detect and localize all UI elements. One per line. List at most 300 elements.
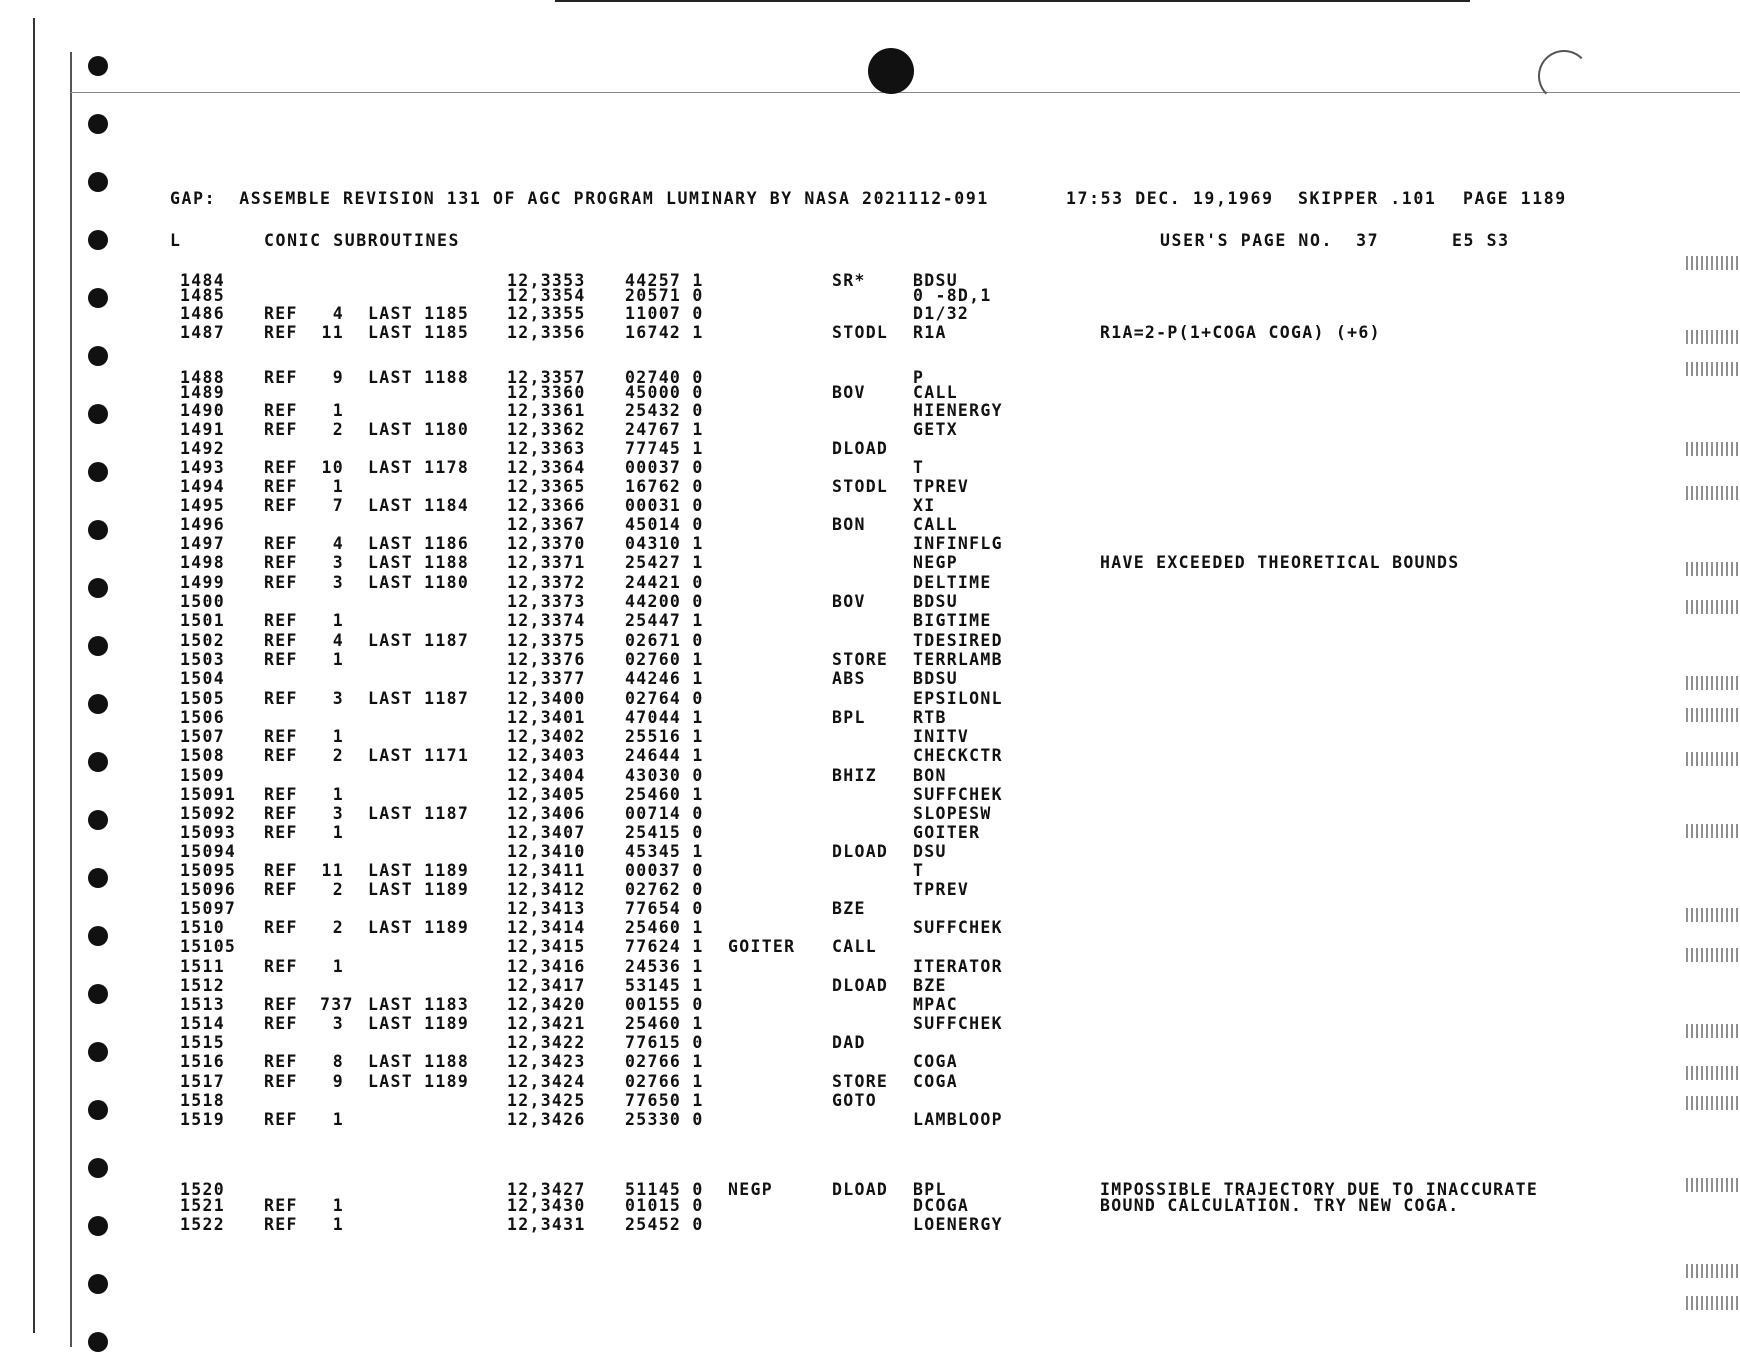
cell-arg: BDSU [913, 592, 958, 611]
cell-cnt: 7 [332, 496, 344, 515]
cell-op: BZE [832, 899, 866, 918]
cell-cmt: IMPOSSIBLE TRAJECTORY DUE TO INACCURATE [1100, 1180, 1539, 1199]
cell-addr: 12,3415 [507, 937, 586, 956]
cell-last: LAST 1188 [368, 368, 470, 387]
cell-ln: 1498 [180, 553, 225, 572]
cell-oct: 02766 1 [625, 1072, 704, 1091]
cell-op: STORE [832, 650, 889, 669]
cell-addr: 12,3366 [507, 496, 586, 515]
section-title: CONIC SUBROUTINES [264, 231, 461, 250]
cell-arg: BZE [913, 976, 947, 995]
cell-cnt: 1 [332, 401, 344, 420]
listing-row [0, 421, 1740, 440]
listing-row [0, 1111, 1740, 1130]
cell-addr: 12,3372 [507, 573, 586, 592]
cell-addr: 12,3407 [507, 823, 586, 842]
cell-op: STODL [832, 477, 889, 496]
cell-oct: 00037 0 [625, 458, 704, 477]
cell-ln: 1520 [180, 1180, 225, 1199]
cell-ref: REF [264, 1215, 298, 1234]
cell-addr: 12,3402 [507, 727, 586, 746]
cell-arg: BDSU [913, 669, 958, 688]
cell-addr: 12,3412 [507, 880, 586, 899]
cell-addr: 12,3425 [507, 1091, 586, 1110]
listing-row [0, 958, 1740, 977]
cell-addr: 12,3360 [507, 383, 586, 402]
cell-cnt: 2 [332, 420, 344, 439]
cell-addr: 12,3426 [507, 1110, 586, 1129]
cell-ln: 1515 [180, 1033, 225, 1052]
cell-addr: 12,3361 [507, 401, 586, 420]
cell-ln: 1511 [180, 957, 225, 976]
cell-ln: 1516 [180, 1052, 225, 1071]
cell-addr: 12,3405 [507, 785, 586, 804]
cell-last: LAST 1178 [368, 458, 470, 477]
listing-row [0, 287, 1740, 306]
cell-ln: 1490 [180, 401, 225, 420]
cell-oct: 02740 0 [625, 368, 704, 387]
users-page-number: USER'S PAGE NO. 37 [1160, 231, 1380, 250]
cell-addr: 12,3430 [507, 1196, 586, 1215]
cell-cnt: 10 [321, 458, 344, 477]
cell-oct: 11007 0 [625, 304, 704, 323]
cell-last: LAST 1184 [368, 496, 470, 515]
listing-row [0, 1092, 1740, 1111]
feed-hole-icon [88, 172, 108, 192]
listing-user: SKIPPER .101 [1298, 189, 1437, 208]
cell-addr: 12,3423 [507, 1052, 586, 1071]
listing-row [0, 593, 1740, 612]
listing-row [0, 747, 1740, 766]
cell-cnt: 2 [332, 746, 344, 765]
cell-arg: 0 -8D,1 [913, 286, 992, 305]
cell-ref: REF [264, 420, 298, 439]
cell-lbl: GOITER [728, 937, 796, 956]
cell-oct: 25460 1 [625, 785, 704, 804]
cell-addr: 12,3356 [507, 323, 586, 342]
cell-oct: 45014 0 [625, 515, 704, 534]
cell-ref: REF [264, 553, 298, 572]
cell-cnt: 1 [332, 785, 344, 804]
cell-addr: 12,3371 [507, 553, 586, 572]
listing-row [0, 843, 1740, 862]
cell-oct: 02766 1 [625, 1052, 704, 1071]
cell-last: LAST 1180 [368, 573, 470, 592]
log-section-letter: L [170, 231, 182, 250]
cell-oct: 01015 0 [625, 1196, 704, 1215]
cell-ref: REF [264, 1196, 298, 1215]
cell-ln: 1509 [180, 766, 225, 785]
cell-addr: 12,3367 [507, 515, 586, 534]
cell-addr: 12,3365 [507, 477, 586, 496]
cell-arg: T [913, 458, 925, 477]
cell-ref: REF [264, 880, 298, 899]
cell-arg: TPREV [913, 880, 970, 899]
cell-ln: 1491 [180, 420, 225, 439]
listing-row [0, 1034, 1740, 1053]
cell-op: BON [832, 515, 866, 534]
feed-hole-icon [88, 230, 108, 250]
cell-last: LAST 1186 [368, 534, 470, 553]
cell-oct: 77615 0 [625, 1033, 704, 1052]
cell-last: LAST 1188 [368, 553, 470, 572]
cell-ref: REF [264, 995, 298, 1014]
margin-noise [1686, 1296, 1740, 1310]
cell-ln: 15094 [180, 842, 237, 861]
listing-title: GAP: ASSEMBLE REVISION 131 OF AGC PROGRAM LUMINARY BY NASA 2021112-091 [170, 189, 989, 208]
cell-oct: 25460 1 [625, 1014, 704, 1033]
cell-op: BOV [832, 592, 866, 611]
cell-last: LAST 1180 [368, 420, 470, 439]
cell-oct: 00714 0 [625, 804, 704, 823]
listing-row [0, 1015, 1740, 1034]
listing-row [0, 728, 1740, 747]
cell-ref: REF [264, 477, 298, 496]
listing-row [0, 516, 1740, 535]
cell-op: STODL [832, 323, 889, 342]
cell-ln: 1519 [180, 1110, 225, 1129]
cell-ln: 1513 [180, 995, 225, 1014]
cell-arg: COGA [913, 1072, 958, 1091]
cell-addr: 12,3355 [507, 304, 586, 323]
cell-cnt: 8 [332, 1052, 344, 1071]
listing-row [0, 632, 1740, 651]
listing-row [0, 881, 1740, 900]
cell-oct: 00037 0 [625, 861, 704, 880]
feed-hole-icon [88, 1158, 108, 1178]
cell-oct: 77650 1 [625, 1091, 704, 1110]
cell-ln: 1499 [180, 573, 225, 592]
cell-oct: 45345 1 [625, 842, 704, 861]
cell-ln: 1494 [180, 477, 225, 496]
cell-addr: 12,3420 [507, 995, 586, 1014]
listing-row [0, 554, 1740, 573]
cell-arg: LAMBLOOP [913, 1110, 1003, 1129]
cell-cmt: HAVE EXCEEDED THEORETICAL BOUNDS [1100, 553, 1460, 572]
margin-noise [1686, 256, 1740, 270]
cell-ref: REF [264, 534, 298, 553]
listing-row [0, 900, 1740, 919]
cell-oct: 02764 0 [625, 689, 704, 708]
listing-row [0, 919, 1740, 938]
cell-oct: 16742 1 [625, 323, 704, 342]
cell-last: LAST 1189 [368, 1072, 470, 1091]
cell-ref: REF [264, 496, 298, 515]
cell-oct: 20571 0 [625, 286, 704, 305]
cell-ref: REF [264, 861, 298, 880]
cell-last: LAST 1187 [368, 689, 470, 708]
cell-arg: GETX [913, 420, 958, 439]
cell-cnt: 1 [332, 727, 344, 746]
cell-cnt: 1 [332, 1215, 344, 1234]
cell-arg: TDESIRED [913, 631, 1003, 650]
cell-oct: 77624 1 [625, 937, 704, 956]
listing-row [0, 938, 1740, 957]
feed-hole-icon [88, 1332, 108, 1352]
cell-oct: 24644 1 [625, 746, 704, 765]
punch-hole-icon [868, 48, 914, 94]
cell-arg: GOITER [913, 823, 981, 842]
cell-addr: 12,3424 [507, 1072, 586, 1091]
cell-ref: REF [264, 611, 298, 630]
cell-oct: 25415 0 [625, 823, 704, 842]
cell-oct: 25452 0 [625, 1215, 704, 1234]
cell-cnt: 2 [332, 880, 344, 899]
cell-addr: 12,3376 [507, 650, 586, 669]
listing-row [0, 384, 1740, 403]
cell-oct: 24767 1 [625, 420, 704, 439]
cell-oct: 51145 0 [625, 1180, 704, 1199]
cell-addr: 12,3364 [507, 458, 586, 477]
cell-cnt: 4 [332, 534, 344, 553]
cell-ln: 1484 [180, 271, 225, 290]
cell-oct: 02671 0 [625, 631, 704, 650]
cell-ln: 1489 [180, 383, 225, 402]
cell-arg: BDSU [913, 271, 958, 290]
cell-arg: INITV [913, 727, 970, 746]
tear-line [70, 92, 1740, 93]
listing-row [0, 996, 1740, 1015]
cell-ref: REF [264, 650, 298, 669]
cell-cnt: 1 [332, 1110, 344, 1129]
cell-ln: 15095 [180, 861, 237, 880]
listing-row [0, 535, 1740, 554]
cell-last: LAST 1189 [368, 918, 470, 937]
cell-addr: 12,3373 [507, 592, 586, 611]
cell-ref: REF [264, 323, 298, 342]
cell-oct: 25460 1 [625, 918, 704, 937]
cell-ln: 1522 [180, 1215, 225, 1234]
feed-hole-icon [88, 346, 108, 366]
cell-addr: 12,3354 [507, 286, 586, 305]
cell-arg: BON [913, 766, 947, 785]
cell-addr: 12,3374 [507, 611, 586, 630]
cell-arg: CALL [913, 515, 958, 534]
cell-ln: 1505 [180, 689, 225, 708]
cell-cnt: 11 [321, 323, 344, 342]
listing-row [0, 478, 1740, 497]
listing-row [0, 709, 1740, 728]
cell-ln: 1504 [180, 669, 225, 688]
cell-ln: 1495 [180, 496, 225, 515]
cell-ln: 15105 [180, 937, 237, 956]
cell-arg: EPSILONL [913, 689, 1003, 708]
cell-ln: 15097 [180, 899, 237, 918]
cell-oct: 25330 0 [625, 1110, 704, 1129]
cell-addr: 12,3403 [507, 746, 586, 765]
listing-row [0, 767, 1740, 786]
cell-arg: SLOPESW [913, 804, 992, 823]
cell-oct: 77654 0 [625, 899, 704, 918]
listing-row [0, 690, 1740, 709]
cell-ln: 1492 [180, 439, 225, 458]
cell-arg: TERRLAMB [913, 650, 1003, 669]
cell-ln: 1503 [180, 650, 225, 669]
cell-ln: 1507 [180, 727, 225, 746]
listing-row [0, 574, 1740, 593]
listing-row [0, 1053, 1740, 1072]
cell-addr: 12,3370 [507, 534, 586, 553]
cell-addr: 12,3417 [507, 976, 586, 995]
cell-oct: 25447 1 [625, 611, 704, 630]
cell-arg: CALL [913, 383, 958, 402]
cell-arg: INFINFLG [913, 534, 1003, 553]
cell-addr: 12,3357 [507, 368, 586, 387]
cell-cnt: 11 [321, 861, 344, 880]
cell-ref: REF [264, 918, 298, 937]
cell-arg: SUFFCHEK [913, 785, 1003, 804]
cell-oct: 53145 1 [625, 976, 704, 995]
cell-addr: 12,3401 [507, 708, 586, 727]
cell-ln: 1496 [180, 515, 225, 534]
cell-oct: 25427 1 [625, 553, 704, 572]
feed-hole-icon [88, 1274, 108, 1294]
cell-op: BOV [832, 383, 866, 402]
cell-arg: BIGTIME [913, 611, 992, 630]
cell-addr: 12,3427 [507, 1180, 586, 1199]
cell-addr: 12,3404 [507, 766, 586, 785]
cell-ln: 1488 [180, 368, 225, 387]
cell-last: LAST 1189 [368, 1014, 470, 1033]
cell-oct: 16762 0 [625, 477, 704, 496]
cell-ln: 1500 [180, 592, 225, 611]
cell-ln: 15092 [180, 804, 237, 823]
cell-op: STORE [832, 1072, 889, 1091]
cell-addr: 12,3416 [507, 957, 586, 976]
cell-arg: BPL [913, 1180, 947, 1199]
cell-oct: 02762 0 [625, 880, 704, 899]
cell-ref: REF [264, 304, 298, 323]
cell-oct: 25432 0 [625, 401, 704, 420]
cell-last: LAST 1185 [368, 323, 470, 342]
cell-ln: 1497 [180, 534, 225, 553]
feed-hole-icon [88, 56, 108, 76]
listing-row [0, 805, 1740, 824]
listing-row [0, 305, 1740, 324]
cell-cnt: 1 [332, 957, 344, 976]
cell-arg: T [913, 861, 925, 880]
cell-ref: REF [264, 1014, 298, 1033]
listing-row [0, 440, 1740, 459]
cell-addr: 12,3377 [507, 669, 586, 688]
cell-cnt: 3 [332, 804, 344, 823]
cell-arg: SUFFCHEK [913, 1014, 1003, 1033]
cell-cnt: 1 [332, 477, 344, 496]
cell-last: LAST 1187 [368, 631, 470, 650]
cell-ln: 15091 [180, 785, 237, 804]
cell-addr: 12,3363 [507, 439, 586, 458]
cell-ln: 1510 [180, 918, 225, 937]
cell-cmt: BOUND CALCULATION. TRY NEW COGA. [1100, 1196, 1460, 1215]
cell-oct: 77745 1 [625, 439, 704, 458]
cell-oct: 44246 1 [625, 669, 704, 688]
cell-arg: NEGP [913, 553, 958, 572]
cell-ln: 1502 [180, 631, 225, 650]
cell-cnt: 3 [332, 689, 344, 708]
listing-row [0, 862, 1740, 881]
cell-ln: 1487 [180, 323, 225, 342]
cell-ref: REF [264, 631, 298, 650]
cell-last: LAST 1171 [368, 746, 470, 765]
listing-row [0, 402, 1740, 421]
margin-noise [1686, 1264, 1740, 1278]
cell-oct: 24536 1 [625, 957, 704, 976]
listing-row [0, 1073, 1740, 1092]
bank-code: E5 S3 [1452, 231, 1510, 250]
cell-addr: 12,3431 [507, 1215, 586, 1234]
cell-ln: 1508 [180, 746, 225, 765]
cell-ln: 1485 [180, 286, 225, 305]
cell-oct: 45000 0 [625, 383, 704, 402]
cell-cnt: 1 [332, 611, 344, 630]
cell-arg: DSU [913, 842, 947, 861]
paper-curl-icon [1538, 50, 1590, 102]
cell-op: DLOAD [832, 842, 889, 861]
cell-ln: 15096 [180, 880, 237, 899]
cell-cnt: 3 [332, 1014, 344, 1033]
cell-addr: 12,3375 [507, 631, 586, 650]
cell-last: LAST 1183 [368, 995, 470, 1014]
cell-oct: 47044 1 [625, 708, 704, 727]
cell-arg: MPAC [913, 995, 958, 1014]
cell-last: LAST 1189 [368, 861, 470, 880]
cell-ref: REF [264, 401, 298, 420]
cell-op: GOTO [832, 1091, 877, 1110]
listing-row [0, 459, 1740, 478]
cell-op: SR* [832, 271, 866, 290]
cell-ln: 1517 [180, 1072, 225, 1091]
cell-ln: 1506 [180, 708, 225, 727]
cell-ln: 1512 [180, 976, 225, 995]
cell-op: DAD [832, 1033, 866, 1052]
cell-ref: REF [264, 746, 298, 765]
cell-op: BHIZ [832, 766, 877, 785]
cell-addr: 12,3406 [507, 804, 586, 823]
cell-arg: CHECKCTR [913, 746, 1003, 765]
cell-cnt: 3 [332, 553, 344, 572]
cell-ref: REF [264, 368, 298, 387]
cell-addr: 12,3400 [507, 689, 586, 708]
cell-cnt: 4 [332, 304, 344, 323]
cell-cmt: R1A=2-P(1+COGA COGA) (+6) [1100, 323, 1381, 342]
cell-op: DLOAD [832, 439, 889, 458]
listing-row [0, 324, 1740, 343]
cell-ref: REF [264, 689, 298, 708]
cell-arg: SUFFCHEK [913, 918, 1003, 937]
listing-row [0, 1216, 1740, 1235]
cell-arg: RTB [913, 708, 947, 727]
cell-ln: 1521 [180, 1196, 225, 1215]
cell-arg: ITERATOR [913, 957, 1003, 976]
cell-ref: REF [264, 957, 298, 976]
cell-ln: 1501 [180, 611, 225, 630]
cell-addr: 12,3362 [507, 420, 586, 439]
cell-cnt: 737 [320, 995, 354, 1014]
listing-page: PAGE 1189 [1463, 189, 1567, 208]
cell-ln: 1514 [180, 1014, 225, 1033]
cell-cnt: 1 [332, 823, 344, 842]
cell-ref: REF [264, 785, 298, 804]
cell-addr: 12,3353 [507, 271, 586, 290]
listing-row [0, 977, 1740, 996]
cell-ref: REF [264, 823, 298, 842]
cell-op: DLOAD [832, 1180, 889, 1199]
cell-op: CALL [832, 937, 877, 956]
cell-op: DLOAD [832, 976, 889, 995]
cell-last: LAST 1189 [368, 880, 470, 899]
cell-ln: 1493 [180, 458, 225, 477]
cell-ln: 15093 [180, 823, 237, 842]
